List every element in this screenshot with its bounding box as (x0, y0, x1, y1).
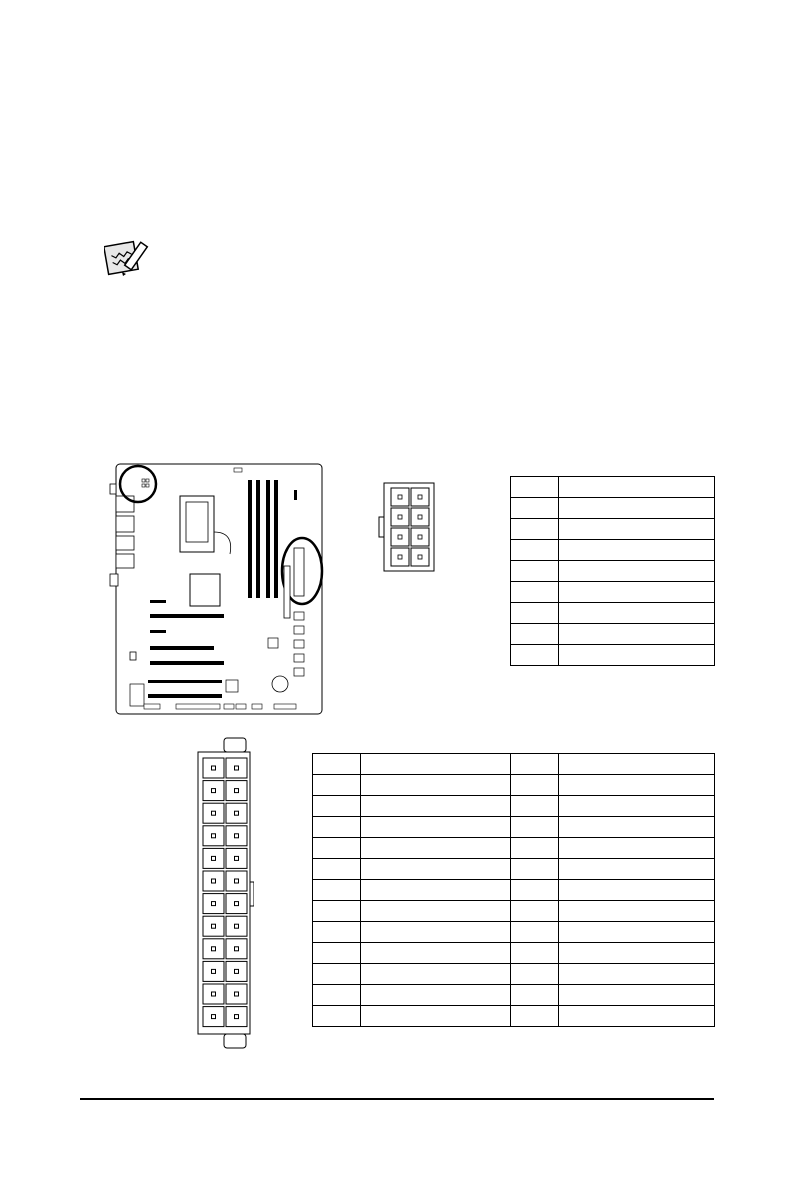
table-cell (559, 985, 715, 1006)
table-row (313, 901, 715, 922)
table-cell (511, 1006, 559, 1027)
table-row (511, 477, 715, 498)
table-cell (511, 796, 559, 817)
table-cell (511, 838, 559, 859)
table-cell (511, 985, 559, 1006)
footer-rule (80, 1098, 714, 1100)
table-cell (313, 838, 361, 859)
table-cell (361, 775, 511, 796)
table-cell (559, 796, 715, 817)
table-cell (511, 519, 559, 540)
table-cell (511, 775, 559, 796)
connector-pin-contact (212, 924, 216, 928)
table-row (313, 880, 715, 901)
table-cell (313, 901, 361, 922)
table-cell (511, 817, 559, 838)
table-cell (361, 922, 511, 943)
table-row (511, 603, 715, 624)
table-cell (559, 838, 715, 859)
connector-pin-contact (235, 969, 239, 973)
connector-pin-contact (235, 789, 239, 793)
table-cell (559, 901, 715, 922)
table-row (511, 540, 715, 561)
table-row (511, 519, 715, 540)
table-cell (511, 477, 559, 498)
atx-pin-table (312, 753, 715, 1027)
connector-pin-contact (235, 811, 239, 815)
table-row (511, 498, 715, 519)
table-cell (313, 943, 361, 964)
atx12v-pin-table (510, 476, 715, 666)
table-cell (361, 1006, 511, 1027)
table-cell (313, 922, 361, 943)
table-row (313, 859, 715, 880)
table-cell (511, 901, 559, 922)
connector-pin-contact (212, 834, 216, 838)
table-row (313, 943, 715, 964)
table-row (313, 775, 715, 796)
table-cell (559, 624, 715, 645)
table-cell (361, 754, 511, 775)
table-cell (511, 603, 559, 624)
table-cell (559, 582, 715, 603)
8-pin-connector-diagram (378, 481, 438, 573)
connector-pin-contact (212, 947, 216, 951)
table-cell (559, 645, 715, 666)
table-cell (313, 796, 361, 817)
table-cell (559, 498, 715, 519)
table-cell (559, 754, 715, 775)
table-row (511, 645, 715, 666)
table-cell (361, 880, 511, 901)
table-row (313, 838, 715, 859)
table-cell (511, 498, 559, 519)
table-cell (361, 985, 511, 1006)
connector-pin-contact (212, 902, 216, 906)
table-cell (559, 540, 715, 561)
connector-pin-contact (235, 1015, 239, 1019)
table-cell (511, 964, 559, 985)
connector-pin-contact (235, 834, 239, 838)
table-row (313, 754, 715, 775)
table-row (313, 985, 715, 1006)
table-cell (559, 519, 715, 540)
table-cell (511, 943, 559, 964)
connector-pin-contact (235, 879, 239, 883)
table-cell (559, 943, 715, 964)
table-cell (559, 922, 715, 943)
table-cell (559, 1006, 715, 1027)
table-cell (313, 754, 361, 775)
24-pin-connector-diagram (192, 736, 254, 1052)
table-cell (313, 859, 361, 880)
connector-pin-contact (212, 879, 216, 883)
connector-pin-contact (212, 766, 216, 770)
table-cell (559, 775, 715, 796)
table-row (313, 817, 715, 838)
table-cell (511, 561, 559, 582)
table-cell (511, 922, 559, 943)
table-cell (313, 775, 361, 796)
table-row (313, 796, 715, 817)
table-cell (511, 624, 559, 645)
table-cell (511, 645, 559, 666)
connector-pin-contact (212, 969, 216, 973)
connector-pin-contact (235, 856, 239, 860)
table-cell (313, 817, 361, 838)
table-cell (559, 880, 715, 901)
connector-pin-contact (235, 766, 239, 770)
table-cell (559, 964, 715, 985)
connector-pin-contact (212, 856, 216, 860)
table-row (313, 964, 715, 985)
table-cell (361, 796, 511, 817)
connector-pin-contact (212, 992, 216, 996)
table-cell (511, 754, 559, 775)
connector-pin-contact (212, 1015, 216, 1019)
table-cell (361, 943, 511, 964)
table-cell (511, 540, 559, 561)
table-row (313, 922, 715, 943)
table-cell (361, 859, 511, 880)
table-cell (313, 1006, 361, 1027)
table-row (511, 561, 715, 582)
connector-pin-contact (235, 924, 239, 928)
table-cell (361, 964, 511, 985)
table-cell (511, 880, 559, 901)
table-cell (559, 859, 715, 880)
table-row (511, 624, 715, 645)
pencil-note-icon (104, 238, 152, 278)
table-cell (511, 859, 559, 880)
connector-pin-contact (235, 947, 239, 951)
table-cell (361, 817, 511, 838)
table-cell (361, 838, 511, 859)
table-cell (313, 964, 361, 985)
connector-pin-contact (235, 992, 239, 996)
table-row (313, 1006, 715, 1027)
connector-pin-contact (212, 789, 216, 793)
table-cell (559, 561, 715, 582)
table-cell (313, 985, 361, 1006)
connector-pin-contact (235, 902, 239, 906)
table-cell (361, 901, 511, 922)
table-row (511, 582, 715, 603)
table-cell (511, 582, 559, 603)
table-cell (313, 880, 361, 901)
connector-pin-contact (212, 811, 216, 815)
motherboard-layout-diagram (108, 462, 330, 716)
table-cell (559, 603, 715, 624)
table-cell (559, 817, 715, 838)
table-cell (559, 477, 715, 498)
